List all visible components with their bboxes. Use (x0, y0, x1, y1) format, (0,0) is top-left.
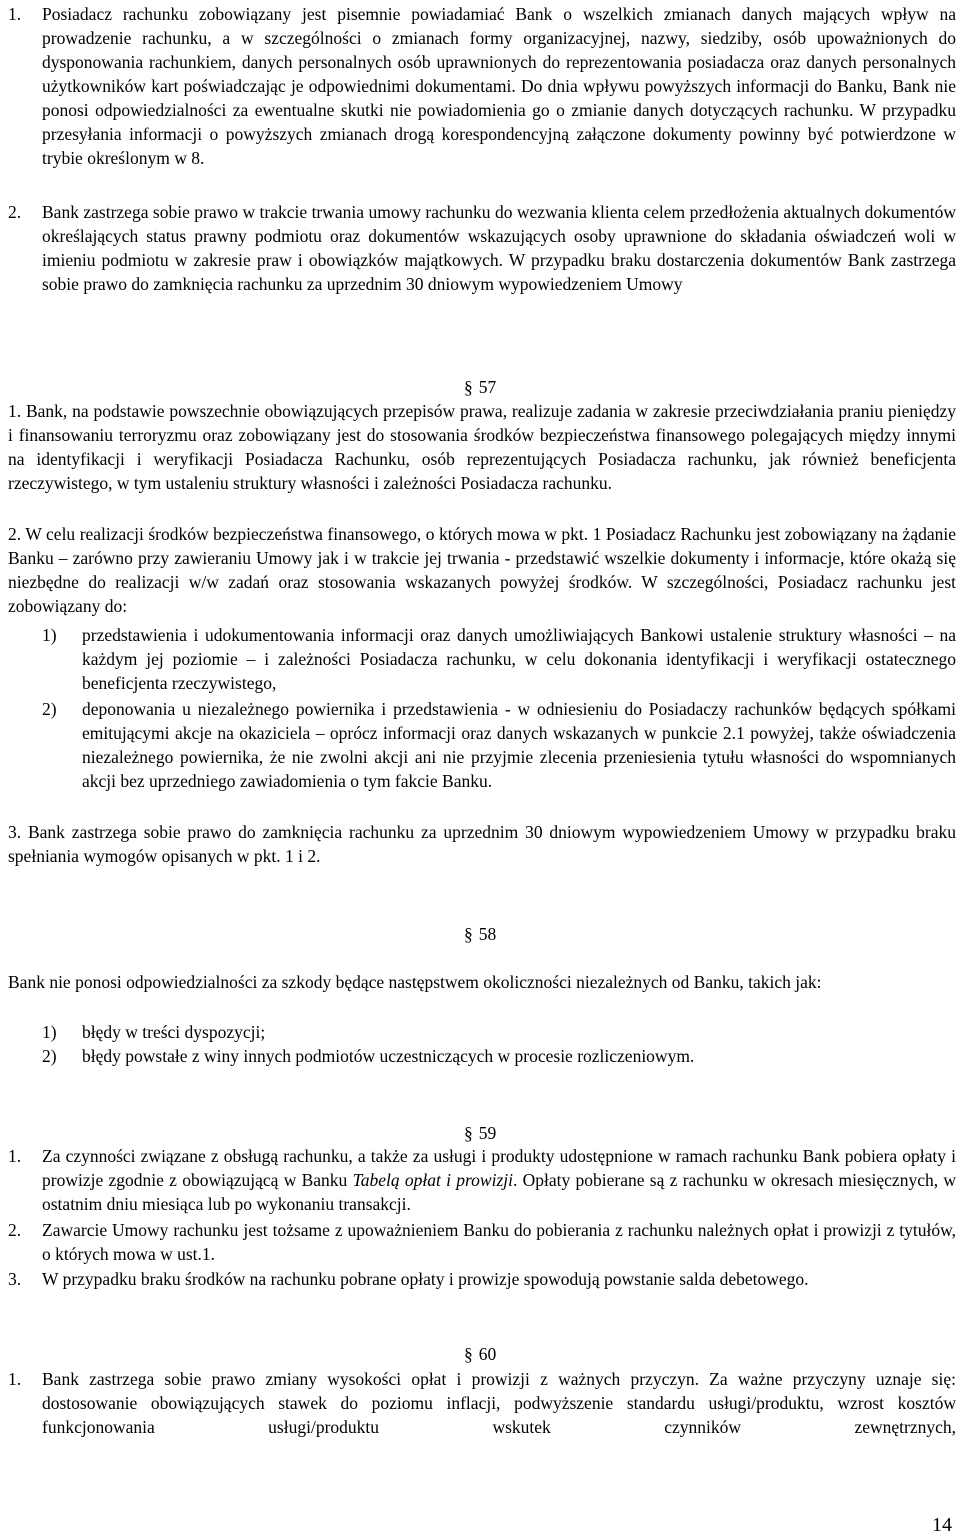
section-number: 60 (478, 1344, 497, 1364)
list-text: błędy powstałe z winy innych podmiotów uczestniczących w procesie rozliczeniowym. (82, 1046, 695, 1066)
s57-paragraph-2: 2. W celu realizacji środków bezpieczeństwa finansowego, o których mowa w pkt. 1 Posiadacz Rachunku jest zobowiązany na żądanie Banku – zarówno przy zawieraniu Umowy jak i w trakcie jej trwania - przedstawić wszelkie dokumenty i informacje, które okażą się niezbędne do realizacji w/w zadań oraz stosowania wskazanych powyżej środków. W szczególności, Posiadacz rachunku jest zobowiązany do: (8, 524, 956, 616)
s58-list-item-1 (8, 1020, 956, 1044)
list-number: 2) (42, 1046, 57, 1066)
section-symbol: § (464, 377, 473, 397)
section-heading-59 (464, 1121, 664, 1145)
s58-intro: Bank nie ponosi odpowiedzialności za szkody będące następstwem okoliczności niezależnych od Banku, takich jak: (8, 972, 822, 992)
section-heading-60 (464, 1342, 664, 1366)
s57-paragraph-3: 3. Bank zastrzega sobie prawo do zamknięcia rachunku za uprzednim 30 dniowym wypowiedzeniem Umowy w przypadku braku spełniania wymogów opisanych w pkt. 1 i 2. (8, 822, 956, 866)
section-symbol: § (464, 1123, 473, 1143)
list-text: przedstawienia i udokumentowania informacji oraz danych umożliwiających Bankowi ustalenie struktury własności – na każdym jej poziomie – i zależności Posiadacza rachunku, w celu dokonania identyfikacji i weryfikacji ostatecznego beneficjenta rzeczywistego, (82, 625, 956, 693)
s57-list-item-2 (8, 697, 956, 793)
page-number: 14 (932, 1514, 952, 1536)
item-number: 2. (8, 1220, 22, 1240)
item-text: Zawarcie Umowy rachunku jest tożsame z upoważnieniem Banku do pobierania z rachunku należnych opłat i prowizji z tytułów, o których mowa w ust.1. (42, 1220, 956, 1264)
paragraph-text: Bank zastrzega sobie prawo w trakcie trwania umowy rachunku do wezwania klienta celem przedłożenia aktualnych dokumentów określających status prawny podmiotu oraz dokumentów wskazujących osoby uprawnione do składania oświadczeń woli w imieniu podmiotu w zakresie praw i obowiązków majątkowych. W przypadku braku dostarczenia dokumentów Bank zastrzega sobie prawo do zamknięcia rachunku za uprzednim 30 dniowym wypowiedzeniem Umowy (42, 202, 956, 294)
section-number: 58 (478, 924, 497, 944)
list-text: błędy w treści dyspozycji; (82, 1022, 266, 1042)
section-number: 59 (478, 1123, 497, 1143)
paragraph-text: Posiadacz rachunku zobowiązany jest pisemnie powiadamiać Bank o wszelkich zmianach danych mających wpływ na prowadzenie rachunku, a w szczególności o zmianach formy organizacyjnej, nazwy, siedziby, osób upoważnionych do dysponowania rachunkiem, danych personalnych osób uprawnionych do reprezentowania posiadacza oraz danych personalnych użytkowników kart poświadczając je odpowiednimi dokumentami. Do dnia wpływu powyższych informacji do Banku, Bank nie ponosi odpowiedzialności za ewentualne skutki nie powiadomienia go o zmianie danych dotyczących rachunku. W przypadku przesyłania informacji o powyższych zmianach drogą korespondencyjną załączone dokumenty powinny być potwierdzone w trybie określonym w 8. (42, 4, 956, 168)
list-number: 1) (42, 1022, 57, 1042)
section-heading-58 (464, 922, 664, 946)
item-text: Bank zastrzega sobie prawo zmiany wysokości opłat i prowizji z ważnych przyczyn. Za ważne przyczyny uznaje się: dostosowanie obowiązujących stawek do poziomu inflacji, podwyższenie standardu usługi/produktu, wzrost kosztów funkcjonowania usługi/produktu wskutek czynników zewnętrznych, (42, 1369, 956, 1437)
item-text: Za czynności związane z obsługą rachunku, a także za usługi i produkty udostępnione w ramach rachunku Bank pobiera opłaty i prowizje zgodnie z obowiązującą w Banku Tabelą opłat i prowizji. Opłaty pobierane są z rachunku w okresach miesięcznych, w ostatnim dniu miesiąca lub po wykonaniu transakcji. (42, 1146, 956, 1214)
section-symbol: § (464, 924, 473, 944)
list-number: 2) (42, 699, 57, 719)
paragraph-number: 1. (8, 4, 22, 24)
top-paragraph-1 (8, 2, 956, 170)
s58-list-item-2 (8, 1044, 956, 1068)
list-text: deponowania u niezależnego powiernika i przedstawienia - w odniesieniu do Posiadaczy rachunków będących spółkami emitującymi akcje na okaziciela – oprócz informacji oraz danych wskazanych w punkcie 2.1 powyżej, także oświadczenia niezależnego powiernika, że nie zwolni akcji ani nie przyjmie zlecenia przeniesienia tytułu własności do wspomnianych akcji bez uprzedniego zawiadomienia o tym fakcie Banku. (82, 699, 956, 791)
s59-item-2 (8, 1218, 956, 1266)
section-number: 57 (478, 377, 497, 397)
section-heading-57 (464, 375, 664, 399)
item-number: 3. (8, 1269, 22, 1289)
fee-table-reference: Tabelą opłat i prowizji (352, 1170, 513, 1190)
list-number: 1) (42, 625, 57, 645)
item-number: 1. (8, 1146, 22, 1166)
s59-item-3 (8, 1267, 956, 1291)
item-text: W przypadku braku środków na rachunku pobrane opłaty i prowizje spowodują powstanie salda debetowego. (42, 1269, 809, 1289)
item-number: 1. (8, 1369, 22, 1389)
s59-item-1 (8, 1144, 956, 1216)
s57-list-item-1 (8, 623, 956, 695)
section-symbol: § (464, 1344, 473, 1364)
top-paragraph-2 (8, 200, 956, 296)
s60-item-1 (8, 1367, 956, 1439)
paragraph-number: 2. (8, 202, 22, 222)
s57-paragraph-1: 1. Bank, na podstawie powszechnie obowiązujących przepisów prawa, realizuje zadania w zakresie przeciwdziałania praniu pieniędzy i finansowaniu terroryzmu oraz zobowiązany jest do stosowania środków bezpieczeństwa finansowego polegających między innymi na identyfikacji i weryfikacji Posiadacza Rachunku, osób reprezentujących Posiadacza rachunku, jak również beneficjenta rzeczywistego, w tym ustaleniu struktury własności i zależności Posiadacza rachunku. (8, 401, 956, 493)
